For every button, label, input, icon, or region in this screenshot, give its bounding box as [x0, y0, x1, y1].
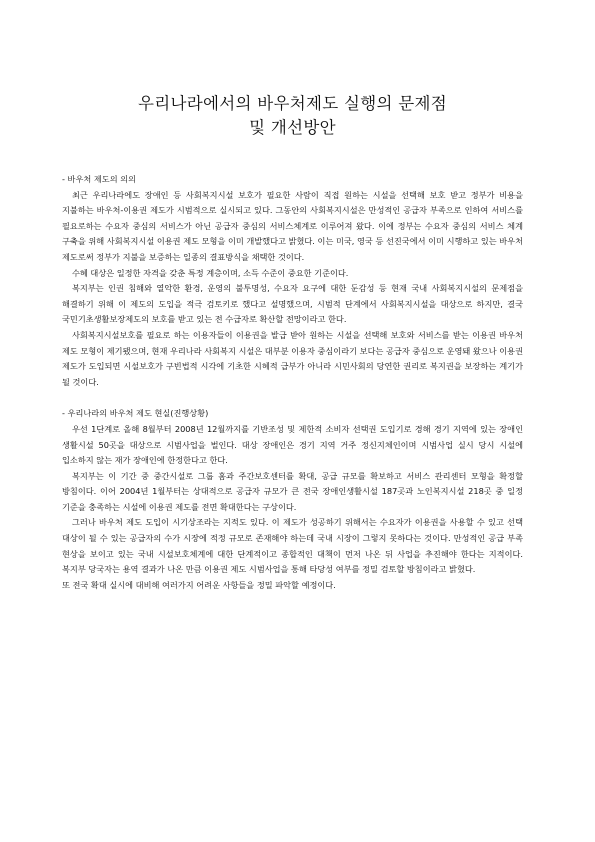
document-title [62, 92, 523, 140]
body-paragraph: 사회복지시설보호를 필요로 하는 이용자들이 이용권을 발급 받아 원하는 시설을 선택해 보호와 서비스를 받는 이용권 바우처 제도 모형이 제기됐으며, 현재 우리나라 사회복지 시설은 대부분 이용자 중심이라기 보다는 공급자 중심으로 운영돼 왔으나 이용권 제도가 도입되면 시설보호가 구빈법적 시각에 기초한 시혜적 급부가 아니라 시민사회의 당연한 권리로 복지권을 보장하는 계기가 될 것이다. [62, 329, 523, 387]
section-voucher-status [62, 406, 523, 593]
section-heading: - 우리나라의 바우처 제도 현실(진행상황) [62, 408, 209, 419]
body-paragraph: 최근 우리나라에도 장애인 등 사회복지시설 보호가 필요한 사람이 직접 원하는 시설을 선택해 보호 받고 정부가 비용을 지불하는 바우처-이용권 제도가 시범적으로 실시되고 있다. 그동안의 사회복지시설은 만성적인 공급자 부족으로 인하여 서비스를 필요로하는 수요자 중심의 서비스가 아닌 공급자 중심의 서비스체계로 이루어져 왔다. 이에 정부는 수요자 중심의 서비스 체계 구축을 위해 사회복지시설 이용권 제도 모형을 이미 개발했다고 밝혔다. 이는 미국, 영국 등 선진국에서 이미 시행하고 있는 바우처 제도로써 정부가 지불을 보증하는 일종의 결표방식을 채택한 것이다. [62, 189, 523, 262]
title-line-2: 및 개선방안 [249, 118, 336, 137]
body-paragraph: 복지부는 이 기간 중 중간시설로 그룹 홈과 주간보호센터를 확대, 공급 규모를 확보하고 서비스 관리센터 모형을 확정할 방침이다. 이어 2004년 1월부터는 상대적으로 공급자 규모가 큰 전국 장애인생활시설 187곳과 노인복지시설 218곳 중 일정 기준을 충족하는 시설에 이용권 제도를 전면 확대한다는 구상이다. [62, 470, 523, 512]
title-line-1: 우리나라에서의 바우처제도 실행의 문제점 [138, 94, 447, 113]
body-paragraph: 그러나 바우처 제도 도입이 시기상조라는 지적도 있다. 이 제도가 성공하기 위해서는 수요자가 이용권을 사용할 수 있고 선택 대상이 될 수 있는 공급자의 수가 시장에 적정 규모로 존재해야 하는데 국내 시장이 그렇지 못하다는 것이다. 만성적인 공급 부족 현상을 보이고 있는 국내 시설보호체계에 대한 단계적이고 종합적인 대책이 먼저 나온 뒤 사업을 추진해야 한다는 지적이다. 복지부 당국자는 용역 결과가 나온 만큼 이용권 제도 시범사업을 통해 타당성 여부를 정밀 검토할 방침이라고 밝혔다. [62, 517, 523, 575]
body-paragraph: 우선 1단계로 올해 8월부터 2008년 12월까지를 기반조성 및 제한적 소비자 선택권 도입기로 경해 경기 지역에 있는 장애인 생활시설 50곳을 대상으로 시범사업을 벌인다. 대상 장애인은 경기 지역 거주 정신지체인이며 시범사업 실시 당시 시설에 입소하지 않는 재가 장애인에 한정한다고 한다. [62, 423, 523, 466]
body-paragraph: 복지부는 인권 침해와 열악한 환경, 운영의 불투명성, 수요자 요구에 대한 둔감성 등 현재 국내 사회복지시설의 문제점을 해결하기 위해 이 제도의 도입을 적극 검토키로 했다고 설명했으며, 시범적 단계에서 사회복지시설을 대상으로 하지만, 결국 국민기초생활보장제도의 보호를 받고 있는 전 수급자로 확산할 전망이라고 한다. [62, 283, 523, 325]
body-paragraph: 또 전국 확대 실시에 대비해 여러가지 어려운 사항들을 정밀 파악할 예정이다. [62, 579, 336, 590]
section-voucher-meaning [62, 172, 523, 390]
body-paragraph: 수혜 대상은 일정한 자격을 갖춘 특정 계층이며, 소득 수준이 중요한 기준이다. [72, 267, 349, 278]
section-heading: - 바우처 제도의 의의 [62, 174, 137, 184]
